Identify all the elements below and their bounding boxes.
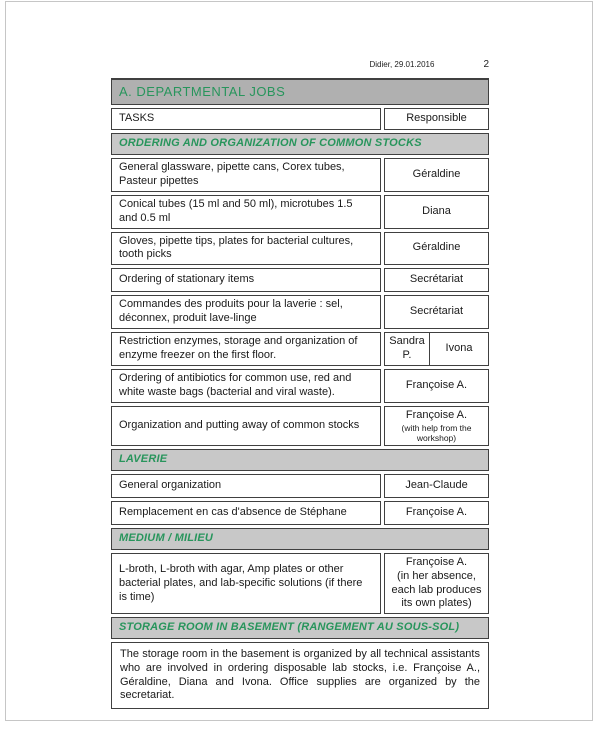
page-number: 2 [483,59,489,70]
responsible-cell: Géraldine [384,158,489,192]
responsible-split-cell [384,332,489,366]
table-row [111,195,489,229]
document-page [5,1,593,721]
responsible-name: Françoise A. [405,556,468,569]
section-header-ordering [111,133,489,155]
task-cell: L-broth, L-broth with agar, Amp plates or other bacterial plates, and lab-specific solutions (if there is time) [111,553,381,614]
table-row [111,642,489,709]
responsible-cell: Secrétariat [384,268,489,292]
section-heading: MEDIUM / MILIEU [111,528,489,550]
responsible-cell: Géraldine [384,232,489,266]
section-header-storage-room [111,617,489,639]
task-cell: Ordering of antibiotics for common use, red and white waste bags (bacterial and viral waste). [111,369,381,403]
task-cell: Conical tubes (15 ml and 50 ml), microtubes 1.5 and 0.5 ml [111,195,381,229]
responsible-cell: Diana [384,195,489,229]
task-cell: Gloves, pipette tips, plates for bacterial cultures, tooth picks [111,232,381,266]
responsible-cell: Françoise A. [384,501,489,525]
section-heading: LAVERIE [111,449,489,471]
table-row [111,369,489,403]
responsible-note: (in her absence, each lab produces its own plates) [391,569,482,610]
section-heading: STORAGE ROOM IN BASEMENT (RANGEMENT AU SOUS-SOL) [111,617,489,639]
table-row [111,553,489,614]
column-header-tasks: TASKS [111,108,381,130]
table-row [111,332,489,366]
task-cell: General glassware, pipette cans, Corex tubes, Pasteur pipettes [111,158,381,192]
task-cell: Commandes des produits pour la laverie : sel, déconnex, produit lave-linge [111,295,381,329]
storage-room-note: The storage room in the basement is organized by all technical assistants who are involved in ordering disposable lab stocks, i.e. Françoise A., Géraldine, Diana and Ivona. Office supplies are organized by the secretariat. [111,642,489,709]
responsible-cell [384,553,489,614]
table-row [111,295,489,329]
responsible-cell: Sandra P. [389,335,425,361]
departmental-jobs-table [111,78,489,709]
task-cell: Remplacement en cas d'absence de Stéphane [111,501,381,525]
table-column-header-row [111,108,489,130]
responsible-cell: Secrétariat [384,295,489,329]
table-title: A. DEPARTMENTAL JOBS [111,78,489,105]
responsible-cell [384,406,489,446]
column-header-responsible: Responsible [384,108,489,130]
responsible-cell: Françoise A. [384,369,489,403]
table-title-row [111,78,489,105]
task-cell: Ordering of stationary items [111,268,381,292]
task-cell: Restriction enzymes, storage and organization of enzyme freezer on the first floor. [111,332,381,366]
section-header-laverie [111,449,489,471]
section-heading: ORDERING AND ORGANIZATION OF COMMON STOCKS [111,133,489,155]
table-row [111,232,489,266]
table-row [111,406,489,446]
header-date: Didier, 29.01.2016 [369,60,435,69]
section-header-medium [111,528,489,550]
responsible-name: Françoise A. [405,409,468,421]
table-row [111,158,489,192]
table-row [111,501,489,525]
task-cell: General organization [111,474,381,498]
responsible-note: (with help from the workshop) [401,422,472,443]
page-header [111,59,489,70]
table-row [111,268,489,292]
responsible-cell: Jean-Claude [384,474,489,498]
task-cell: Organization and putting away of common stocks [111,406,381,446]
table-row [111,474,489,498]
responsible-cell: Ivona [429,333,488,365]
